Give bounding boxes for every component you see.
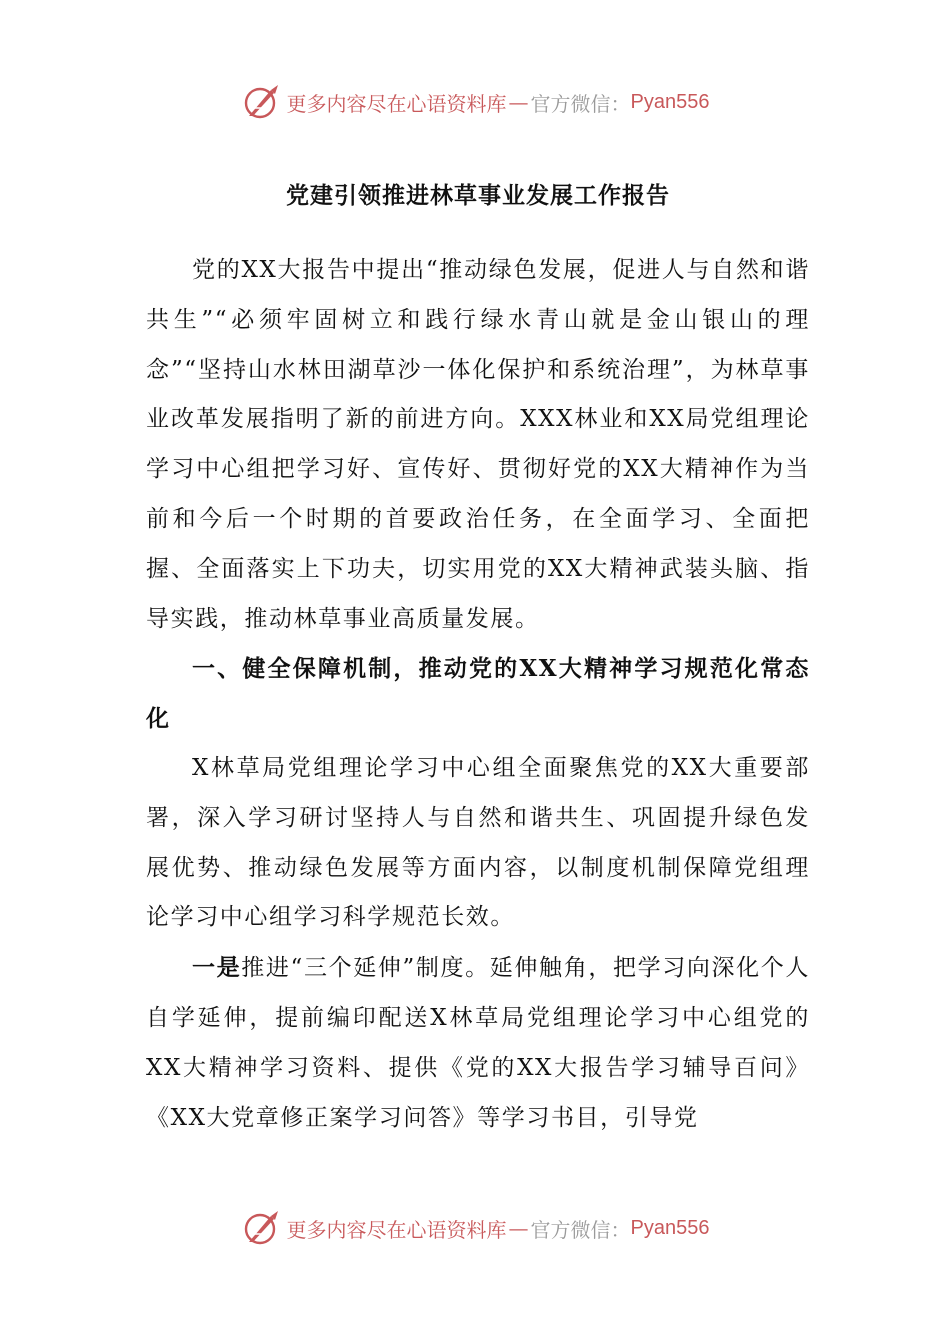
document-title: 党建引领推进林草事业发展工作报告	[286, 182, 670, 209]
document-body	[146, 176, 810, 1143]
banner-separator: —	[508, 90, 529, 114]
intro-paragraph: 党的XX大报告中提出“推动绿色发展，促进人与自然和谐共生”“必须牢固树立和践行绿水青山就是金山银山的理念”“坚持山水林田湖草沙一体化保护和系统治理”，为林草事业改革发展指明了新的前进方向。XXX林业和XX局党组理论学习中心组把学习好、宣传好、贯彻好党的XX大精神作为当前和今后一个时期的首要政治任务，在全面学习、全面把握、全面落实上下功夫，切实用党的XX大精神武装头脑、指导实践，推动林草事业高质量发展。	[146, 257, 810, 632]
banner-wechat-label: 官方微信：	[530, 91, 631, 116]
quill-logo-icon	[241, 82, 281, 122]
banner-main-text: 更多内容尽在心语资料库	[286, 91, 507, 116]
section-paragraph-1: X林草局党组理论学习中心组全面聚焦党的XX大重要部署，深入学习研讨坚持人与自然和谐共生、巩固提升绿色发展优势、推动绿色发展等方面内容，以制度机制保障党组理论学习中心组学习科学规范长效。	[146, 754, 810, 931]
quill-logo-icon	[241, 1208, 281, 1248]
section-heading-1: 一、健全保障机制，推动党的XX大精神学习规范化常态化	[146, 655, 810, 733]
banner-wechat-label: 官方微信：	[530, 1217, 631, 1242]
item-text: 推进“三个延伸”制度。延伸触角，把学习向深化个人自学延伸，提前编印配送X林草局党组理论学习中心组党的XX大精神学习资料、提供《党的XX大报告学习辅导百问》《XX大党章修正案学习问答》等学习书目，引导党	[146, 955, 811, 1131]
header-banner	[0, 82, 950, 122]
banner-wechat-id: Pyan556	[630, 1216, 710, 1239]
item-lead: 一是	[192, 954, 242, 982]
item-paragraph-1	[146, 943, 810, 1143]
banner-separator: —	[508, 1216, 529, 1240]
banner-main-text: 更多内容尽在心语资料库	[286, 1217, 507, 1242]
banner-wechat-id: Pyan556	[630, 90, 710, 113]
footer-banner	[0, 1208, 950, 1248]
